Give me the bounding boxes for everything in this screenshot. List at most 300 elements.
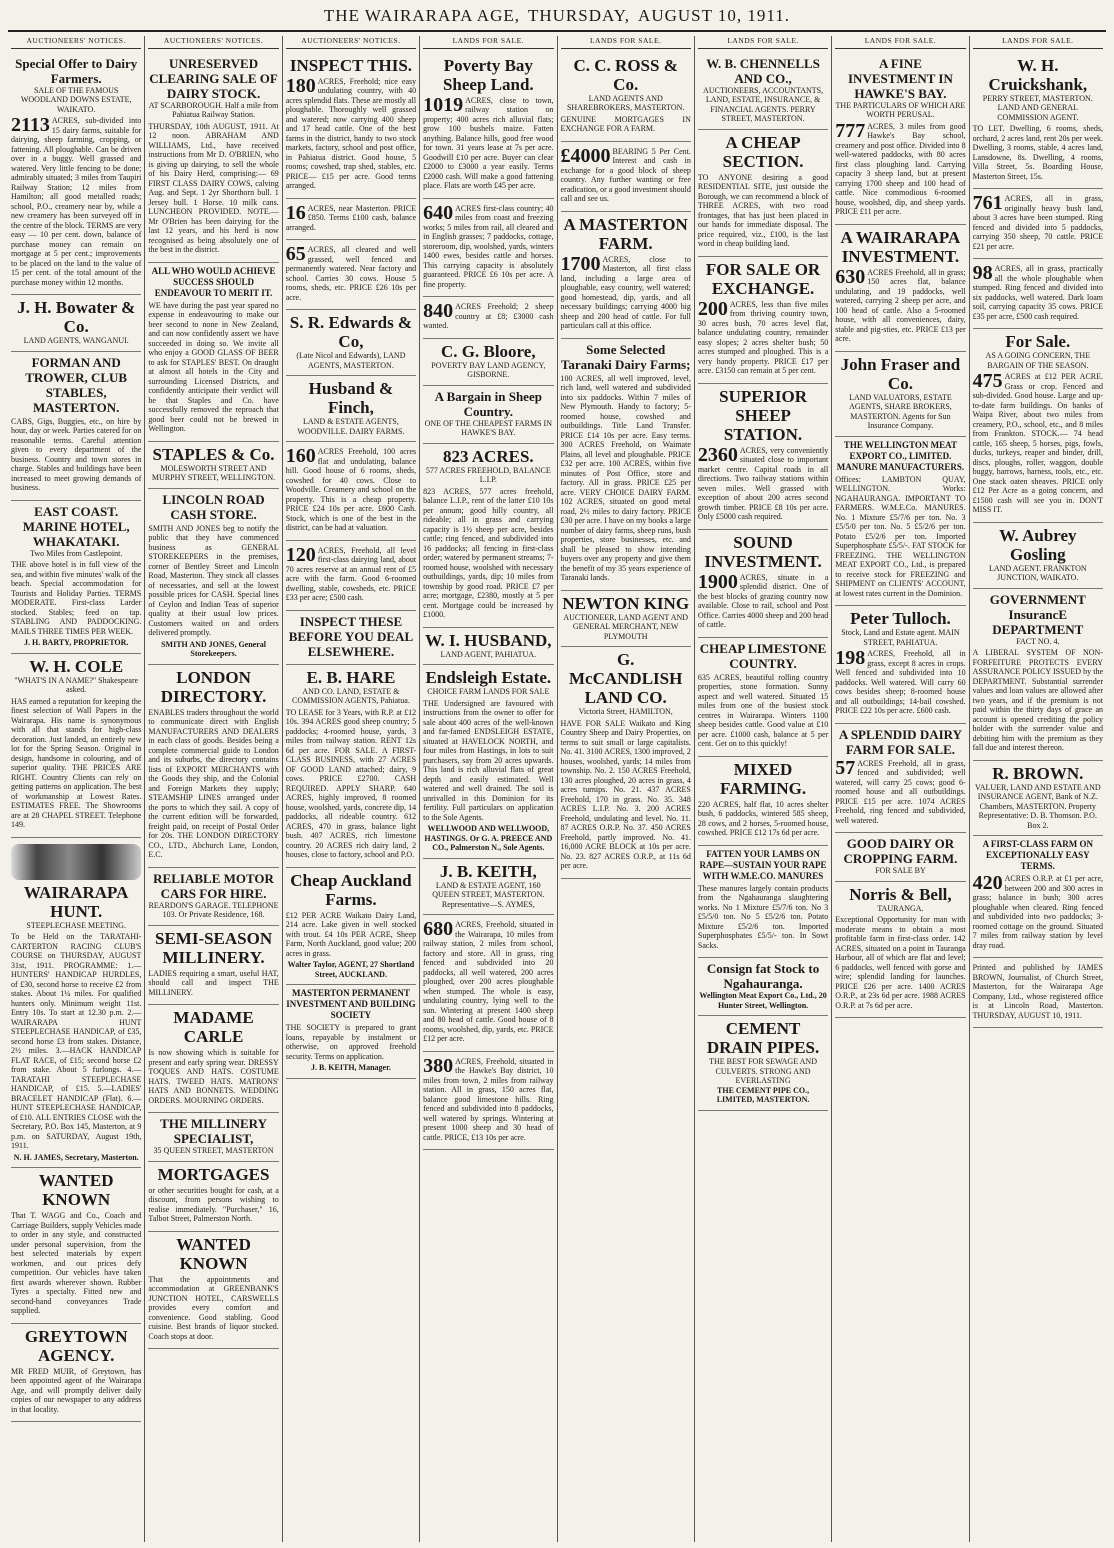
advertisement: [973, 259, 1103, 329]
advertisement: [835, 882, 965, 1019]
ad-subtitle: AT SCARBOROUGH. Half a mile from Pahiatua Railway Station.: [148, 100, 279, 119]
ad-body: [148, 1275, 278, 1342]
ad-text: SMITH AND JONES beg to notify the public that they have commenced business as GENERAL STOREKEEPERS in the premises, corner of Bentley Street and Lincoln Road, Masterton. They stock all classes of necessaries, and sell at the lowest possible prices for CASH. Special lines of Ceylon and Indian Teas of superior quality at their usual low prices. Customers waited on and orders delivered promptly.: [148, 523, 279, 637]
column-6: [695, 36, 832, 1542]
ad-subtitle: AND CO. LAND, ESTATE & COMMISSION AGENTS, Pahiatua.: [292, 686, 410, 705]
ad-title: CHEAP LIMESTONE COUNTRY.: [699, 640, 827, 671]
ad-body: [698, 673, 828, 749]
ad-text: ACRES, Freehold, all level first-class dairying land, about 70 acres reserve at an annual rent of £5 acre with the farm. Good 6-roomed dwelling, stable, cowsheds, etc. PRICE £33 per acre; £500 cash.: [285, 545, 417, 602]
advertisement: [148, 1162, 278, 1232]
ad-lead-figure: £4000: [560, 144, 611, 167]
column-5: [558, 36, 695, 1542]
ad-body: [148, 301, 278, 434]
advertisement: [423, 915, 553, 1052]
ad-title: A FINE INVESTMENT IN HAWKE'S BAY.: [848, 55, 953, 101]
ad-lead-figure: 180: [285, 74, 316, 97]
ad-body: [148, 1048, 278, 1105]
ad-text: ACRES first-class country; 40 miles from coast and freezing works; 5 miles from rail, all cleared and in English grasses; 7 paddocks, cottage, storeroom, dip, woolshed, yards, winters 1400 ewes, besides cattle and horses. This carrying capacity is absolutely guaranteed. PRICE £6 10s per acre. A fine property.: [423, 203, 554, 289]
advertisement: [286, 310, 416, 376]
ad-text: TO LET. Dwelling, 6 rooms, sheds, orchard, 2 acres land, rent 20s per week. Dwelling, 3 rooms, stable, 4 acres land, Lansdowne, 8s. Dwelling, 4 rooms, Villa Street, 5s. Boarding House, Masterton Street, 15s.: [972, 124, 1103, 181]
ad-body: [698, 173, 828, 249]
ad-body: [423, 699, 553, 823]
advertisement: [561, 53, 691, 142]
ad-text: Offices: LAMBTON QUAY, WELLINGTON. Works: NGAHAURANGA. IMPORTANT TO FARMERS. W.M.E.Co. MANURES. No. 1 Mixture £5/7/6 per ton. No. 3 £5/5/0 per ton. No. 5 £5/2/6 per ton. Potato £5/2/6 per ton. Imported Superphosphate £5/5/-. FAT STOCK for FREEZING. THE WELLINGTON MEAT EXPORT CO., Ltd., is prepared to receive stock for FREEZING and SHIPMENT on CLIENTS' ACCOUNT, at lowest rates current in the Dominion.: [835, 474, 966, 598]
ad-title: SOUND INVESTMENT.: [704, 532, 822, 571]
ad-subtitle: LAND & ESTATE AGENT, 160 QUEEN STREET, MASTERTON. Representative—S. AYMES,: [432, 880, 545, 909]
ad-text: BEARING 5 Per Cent. Interest and cash in exchange for a good block of sheep country. Any further wanting or free eradication, or a good investment should call and see us.: [560, 146, 691, 203]
hunting-scene-illustration: [11, 844, 141, 880]
masthead-day: THURSDAY,: [527, 6, 631, 25]
ad-title: G. McCANDLISH LAND CO.: [569, 650, 683, 707]
ad-text: 100 ACRES, all well improved, level, rich land, well watered and subdivided into six paddocks. Within 7 miles of New Plymouth. Handy to factory; 5-roomed house, cowshed and outbuildings. Title Land Transfer. PRICE £14 10s per acre. Easy terms. 300 ACRES Freehold, on Waimate Plains, all level and ploughable. PRICE £32 per acre. 100 ACRES, within five minutes of Post Office, store and factory. All in grass. PRICE £25 per acre. VERY CHOICE DAIRY FARM. 102 ACRES, situated on good metal road, 2½ miles to dairy factory. PRICE £30 per acre. I have on my books a large number of dairy farms, sheep runs, bush properties, store businesses, etc. and shall be pleased to show intending buyers over any property and give them the benefit of my 35 years experience of Taranaki lands.: [560, 373, 691, 582]
ad-body: [423, 487, 553, 620]
advertisement: [423, 386, 553, 444]
ad-text: THE above hotel is in full view of the sea, and within five minutes' walk of the beach. Special accommodation for Tourists and Holiday Parties. TERMS MODERATE. First-class Larder stocked. Stables; feed on tap. STABLING AND PADDOCKING. MAILS THREE TIMES PER WEEK.: [11, 560, 142, 636]
ad-text: ACRES Freehold, all in grass; 150 acres flat, balance undulating, and 19 paddocks, well watered, carrying 2 sheep per acre, and 100 head of cattle. Also a 5-roomed house, with all conveniences, dairy, stable and pig-sties, etc. PRICE £13 per acre.: [835, 267, 966, 343]
ad-text: ACRES, less than five miles from thriving country town, 30 acres bush, 70 acres level flat, balance undulating country, remainder easy slopes; 2 acres shelter bush; 50 acres stumped and ploughed. This is a very handy property. PRICE £17 per acre. £3150 can remain at 5 per cent.: [697, 299, 829, 375]
advertisement: [286, 611, 416, 665]
ad-lead-figure: 98: [972, 262, 993, 284]
advertisement: [11, 53, 141, 296]
ad-text: ACRES, very conveniently situated close to important market centre. Capital roads in all directions. Two railway stations within seven miles. Well grassed with exception of about 200 acres second growth timber. PRICE £8 10s per acre. Only £5000 cash required.: [697, 445, 829, 521]
ad-title: J. B. KEITH,: [439, 861, 537, 881]
ad-title: W. B. CHENNELLS AND CO.,: [706, 55, 820, 86]
advertisement: [698, 1016, 828, 1111]
ad-subtitle: TAURANGA.: [877, 903, 924, 913]
ad-body: [697, 443, 829, 522]
column-4: [420, 36, 557, 1542]
ad-subtitle: (Late Nicol and Edwards), LAND AGENTS, MASTERTON.: [296, 351, 406, 370]
ad-subtitle: REARDON'S GARAGE. TELEPHONE 103. Or Private Residence, 168.: [148, 900, 279, 919]
advertisement: [423, 53, 553, 199]
ad-title: GOOD DAIRY OR CROPPING FARM.: [843, 836, 958, 866]
advertisement: [423, 859, 553, 916]
ad-title: LINCOLN ROAD CASH STORE.: [162, 491, 265, 522]
ad-body: [285, 74, 417, 191]
ad-body: [11, 932, 141, 1151]
ad-title: W. H. Cruickshank,: [988, 55, 1088, 94]
ad-lead-figure: 120: [285, 543, 316, 566]
ad-body: [973, 194, 1103, 251]
ad-text: That the appointments and accommodation at GREENBANK'S JUNCTION HOTEL, CARSWELLS provides every comfort and convenience. Good stabling. Good cuisine. Best brands of liquor stocked. Coach stops at door.: [148, 1274, 279, 1341]
ad-text: ACRES, all cleared and well grassed, well fenced and permanently watered. Near factory and school. Carries 30 cows. House 5 rooms, sheds, etc. PRICE £26 10s per acre.: [285, 245, 417, 302]
ad-subtitle: SALE OF THE FAMOUS WOODLAND DOWNS ESTATE, WAIKATO.: [20, 85, 132, 114]
advertisement: [11, 1324, 141, 1423]
ad-title: Some Selected Taranaki Dairy Farms;: [560, 341, 691, 372]
ad-title: SEMI-SEASON MILLINERY.: [154, 928, 273, 967]
column-8: [970, 36, 1106, 1542]
ad-title: C. C. ROSS & Co.: [573, 55, 678, 94]
ad-subtitle: AUCTIONEERS, ACCOUNTANTS, LAND, ESTATE, INSURANCE, & FINANCIAL AGENTS. PERRY STREET, MASTERTON.: [703, 85, 824, 123]
ad-body: [973, 963, 1103, 1020]
ad-body: [148, 524, 278, 638]
ad-text: ACRES O.R.P. at £1 per acre, between 200 and 300 acres in grass; balance in bush; 300 acres ploughable when cleared. Ring fenced and subdivided into two paddocks; 3-roomed cottage on the ground. Situated 7 miles from railway station by level dray road.: [972, 874, 1103, 950]
ad-lead-figure: 57: [835, 756, 856, 779]
ad-subtitle: ONE OF THE CHEAPEST FARMS IN HAWKE'S BAY.: [424, 418, 552, 437]
ad-subtitle: POVERTY BAY LAND AGENCY, GISBORNE.: [431, 360, 546, 379]
ad-title: W. Aubrey Gosling: [999, 525, 1077, 564]
ad-lead-figure: 420: [972, 872, 1003, 894]
ad-body: [11, 560, 141, 636]
column-header: LANDS FOR SALE.: [698, 36, 828, 49]
column-header: LANDS FOR SALE.: [561, 36, 691, 49]
advertisement: [561, 339, 691, 591]
ad-subtitle: FACT NO. 4.: [1016, 636, 1060, 646]
ad-title: John Fraser and Co.: [840, 354, 961, 393]
ad-body: [697, 570, 829, 630]
ad-title: FOR SALE OR EXCHANGE.: [705, 259, 821, 298]
ad-title: MIXED FARMING.: [720, 759, 807, 798]
ad-signature: N. H. JAMES, Secretary, Masterton.: [13, 1152, 139, 1162]
ad-text: ACRES, near Masterton. PRICE £850. Terms £100 cash, balance arranged.: [285, 203, 417, 232]
ad-text: ACRES, close to Masterton, all first class land, including a large area of ploughable, easy country, well watered; good homestead, dip, yards, and all necessary buildings; carrying 4000 big sheep and 200 head of cattle. For full particulars call at this office.: [560, 254, 691, 330]
ad-title: SUPERIOR SHEEP STATION.: [719, 386, 807, 444]
ad-subtitle: LAND AGENTS, WANGANUI.: [23, 336, 129, 345]
column-header: LANDS FOR SALE.: [423, 36, 553, 49]
column-7: [832, 36, 969, 1542]
advertisement: [11, 654, 141, 838]
ad-signature: J. B. KEITH, Manager.: [310, 1063, 391, 1072]
ad-subtitle: 577 ACRES FREEHOLD, BALANCE L.I.P.: [425, 465, 551, 484]
ad-title: EAST COAST. MARINE HOTEL, WHAKATAKI.: [22, 503, 130, 549]
ad-body: [561, 719, 691, 871]
advertisement: [835, 352, 965, 437]
ad-text: MR FRED MUIR, of Greytown, has been appointed agent of the Wairarapa Age, and will promptly deliver daily copies of our newspaper to any address in that locality.: [11, 1366, 142, 1414]
ad-signature: Wellington Meat Export Co., Ltd., 20 Hunter Street, Wellington.: [699, 991, 827, 1010]
ad-title: Poverty Bay Sheep Land.: [442, 55, 534, 94]
ad-lead-figure: 1700: [560, 252, 601, 275]
ad-text: ACRES, sub-divided into 15 dairy farms, suitable for dairying, sheep farming, cropping, or fattening. All ploughable. Can be driven over in a buggy. Well grassed and watered. Very little fencing to be done; admirably situated; 3 miles from Taupiri Railway Station; 12 miles from Hamilton; all good metalled roads; school, P.O., creamery near by, while a new creamery has been surveyed off in the centre of the block. TERMS are very easy — 10 per cent. down, balance of purchase money can remain on mortgage at 5 per cent.; improvements to be placed on the land to the value of 15 per cent. of the total amount of the purchase money within 12 months.: [11, 116, 142, 287]
advertisement: [423, 199, 553, 298]
ad-subtitle: STEEPLECHASE MEETING.: [26, 920, 126, 930]
ad-body: [835, 649, 965, 716]
ad-body: [423, 1054, 554, 1143]
advertisement: [148, 1005, 278, 1113]
ad-text: Is now showing which is suitable for present and early spring wear. DRESSY TOQUES AND HATS. COSTUME HATS. TWEED HATS. MATRONS' HATS AND BONNETS. WEDDING ORDERS. MOURNING ORDERS.: [148, 1048, 279, 1105]
ad-subtitle: Stock, Land and Estate agent. MAIN STREET, PAHIATUA.: [841, 628, 960, 647]
ad-text: ACRES Freehold, 100 acres flat and undulating, balance hill. Good house of 6 rooms, sheds, cowshed for 40 cows. Close to Woodville. Creamery and school on the property. This is a cheap property. PRICE £24 10s per acre. £600 Cash. Stock, which is one of the best in the district, can be had at valuation.: [285, 447, 417, 532]
ad-title: A CHEAP SECTION.: [722, 132, 804, 171]
ad-lead-figure: 1019: [423, 93, 464, 116]
ad-body: [11, 1367, 141, 1415]
ad-subtitle: "WHAT'S IN A NAME?" Shakespeare asked.: [14, 675, 139, 694]
advertisement: [148, 442, 278, 489]
ad-title: Endsleigh Estate.: [425, 668, 552, 687]
ad-signature: WELLWOOD AND WELLWOOD, HASTINGS. Or G. A. PREECE AND CO., Palmerston N., Sole Agents.: [424, 824, 553, 852]
ad-subtitle: THE PARTICULARS OF WHICH ARE WORTH PERUSAL.: [835, 100, 966, 119]
ad-text: THE SOCIETY is prepared to grant loans, repayable by instalment or otherwise, on approved freehold security. Terms on application.: [285, 1023, 417, 1061]
ad-body: [973, 372, 1103, 515]
ad-text: LADIES requiring a smart, useful HAT, should call and inspect THE MILLINERY.: [148, 968, 279, 997]
ad-title: THE MILLINERY SPECIALIST,: [160, 1116, 267, 1146]
ad-title: A MASTERTON FARM.: [563, 214, 688, 253]
ad-body: [698, 884, 828, 951]
ad-text: ACRES, Freehold, all in grass, except 8 acres in crops. Well fenced and subdivided into 10 paddocks. Well watered. Will carry 60 cows besides sheep; 8-roomed house and all outbuildings; 14-bail cowshed. PRICE £22 10s per acre. £600 cash.: [835, 649, 966, 715]
column-header: AUCTIONEERS' NOTICES.: [148, 36, 278, 49]
column-3: [283, 36, 420, 1542]
advertisement: [698, 53, 828, 130]
ad-body: [285, 543, 417, 603]
advertisement: [11, 501, 141, 654]
ad-title: W. H. COLE: [29, 656, 124, 676]
ad-lead-figure: 761: [972, 192, 1003, 214]
ad-body: [148, 1186, 278, 1224]
ad-body: [973, 264, 1103, 321]
ad-lead-figure: 630: [835, 265, 866, 288]
advertisement: [148, 263, 278, 442]
advertisement: [973, 53, 1103, 190]
ad-text: Exceptional Opportunity for man with moderate means to obtain a most profitable farm in first-class order. 142 ACRES, situated on a point in Tauranga Harbour, all of which are flat and level; 6 paddocks, well fenced with gorse and wire; splendid landing for launches. PRICE £26 per acre. 1400 ACRES O.R.P., at 23s 6d per acre. 1988 ACRES O.R.P. at 7s 6d per acre.: [835, 915, 966, 1010]
ad-body: [973, 874, 1103, 950]
ad-body: [835, 475, 965, 599]
ad-lead-figure: 640: [423, 201, 454, 224]
ad-text: A LIBERAL SYSTEM OF NON-FORFEITURE PROTECTS EVERY ASSURANCE POLICY ISSUED by the DEPARTMENT. Substantial surrender values and loan values are allowed after two years, and if the premium is not paid within the thirty days of grace an account is opened crediting the policy holder with the surrender value and debiting him with the premium as they fall due and interest thereon.: [972, 648, 1103, 752]
ad-body: [11, 417, 141, 493]
ad-lead-figure: 680: [423, 918, 454, 940]
ad-title: NEWTON KING: [562, 593, 690, 613]
ad-title: Consign fat Stock to Ngahauranga.: [706, 961, 820, 991]
advertisement: [698, 257, 828, 384]
ad-body: [11, 697, 141, 830]
ad-lead-figure: 198: [835, 647, 866, 669]
ad-text: or other securities bought for cash, at a discount, from persons wishing to realise immediately. "Purchaser," 16, Talbot Street, Palmerston North.: [148, 1185, 279, 1223]
ad-subtitle: Two Miles from Castlepoint.: [30, 548, 123, 558]
ad-text: THURSDAY, 10th AUGUST, 1911. At 12 noon. ABRAHAM AND WILLIAMS, Ltd., have received instructions from Mr D. O'BRIEN, who is giving up dairying, to sell the whole of his Dairy Herd, comprising:— 69 FIRST CLASS DAIRY COWS, calving Aug. and Sept. 1 2yr Shorthorn bull. 1 Jersey bull. 1 Horse. 10 milk cans. LUNCHEON PROVIDED. NOTE.— Mr O'Brien has been dairying for the last 12 years, and his herd is now recognised as being absolutely one of the best in the district.: [148, 121, 279, 254]
ad-title: A FIRST-CLASS FARM ON EXCEPTIONALLY EASY TERMS.: [982, 839, 1093, 871]
ad-title: MORTGAGES: [157, 1164, 270, 1184]
advertisement: [973, 523, 1103, 589]
ad-body: [697, 297, 829, 376]
ad-lead-figure: 2360: [697, 443, 738, 466]
advertisement: [286, 665, 416, 868]
advertisement: [423, 444, 553, 628]
ad-title: MADAME CARLE: [173, 1008, 254, 1046]
ad-lead-figure: 840: [423, 300, 454, 322]
ad-text: ACRES, 3 miles from good Hawke's Bay school, creamery and post office. Divided into 8 well-watered paddocks, with 80 acres first class ploughing land. Carrying capacity 3 sheep land, but at present carrying 1700 sheep and 100 head of cattle. Nice commodious 6-roomed house, woolshed, dip, and sheep yards. PRICE £11 per acre.: [835, 121, 966, 216]
advertisement: [11, 838, 141, 1169]
ad-text: ACRES Freehold, all in grass, fenced and subdivided; well watered, will carry 25 cows; good 6-roomed house and all outbuildings. PRICE £15 per acre. 1074 ACRES Freehold, ring fenced and subdivided, well watered.: [835, 758, 966, 825]
ad-title: 823 ACRES.: [442, 446, 534, 466]
ad-title: WANTED KNOWN: [38, 1171, 114, 1209]
ad-subtitle: CHOICE FARM LANDS FOR SALE: [427, 687, 550, 696]
ad-text: These manures largely contain products from the Ngahauranga slaughtering works. No 1 Mixture £5/7/6 ton. No 3 £5/5/0 ton. No 5 £5/2/6 ton. Potato Mixture £5/2/6 ton. Imported Superphosphates £5/5/- ton. In Sowt Sacks.: [697, 883, 829, 950]
ad-body: [561, 374, 691, 583]
ad-subtitle: Victoria Street, HAMILTON,: [578, 707, 673, 716]
advertisement: [698, 130, 828, 257]
ad-text: 823 ACRES, 577 acres freehold, balance L.I.P., rent of the latter £10 10s per annum; good hilly country, all rideable; all in grass and carrying capacity is 1½ sheep per acre, besides cattle; ring fenced, and subdivided into 16 paddocks; all fencing in first-class order; watered by permanent streams; 7-roomed house, woolshed with necessary outbuildings, yards, dip; 10 miles from township by good road. PRICE £7 per acre; mortgage, £2380, mostly at 5 per cent. Mortgage could be increased by £1000.: [423, 486, 554, 619]
ad-title: A WAIRARAPA INVESTMENT.: [840, 227, 961, 266]
advertisement: [11, 352, 141, 501]
ad-body: [423, 302, 553, 331]
ad-lead-figure: 200: [697, 297, 728, 320]
ad-text: HAS earned a reputation for keeping the finest selection of Wall Papers in the Wairarapa. His name is synonymous with all that stands for high-class decoration. Just landed, an entirely new lot for the Spring Season. Original in design, handsome in colouring, and of superior quality. THE PRICES ARE RIGHT. Country Clients can rely on getting patterns on application. The best of workmanship at Lowest Rates. ESTIMATES FREE. The Showrooms are at 28 CHAPEL STREET. Telephone 149.: [11, 696, 142, 829]
ad-title: Husband & Finch,: [308, 379, 394, 417]
ad-title: INSPECT THIS.: [289, 55, 413, 75]
ad-title: Cheap Auckland Farms.: [290, 870, 412, 909]
ad-title: ALL WHO WOULD ACHIEVE SUCCESS SHOULD ENDEAVOUR TO MERIT IT.: [151, 265, 276, 298]
ad-text: ACRES, all in grass, originally heavy bush land, about 3 acres have been stumped. Ring fenced and divided into 5 paddocks, carrying 350 sheep, 70 cattle. PRICE £21 per acre.: [972, 194, 1103, 251]
advertisement: [148, 926, 278, 1006]
ad-body: [285, 201, 417, 233]
ad-body: [560, 252, 691, 331]
ad-subtitle: PERRY STREET, MASTERTON. LAND AND GENERAL COMMISSION AGENT.: [982, 93, 1093, 122]
ad-text: Printed and published by JAMES BROWN, Journalist, of Church Street, Masterton, for the Wairarapa Age Company, Ltd., whose registered office is at Lincoln Road, Masterton. THURSDAY, AUGUST 10, 1911.: [972, 963, 1103, 1020]
ad-subtitle: FOR SALE BY: [875, 866, 926, 875]
ad-body: [423, 920, 553, 1044]
ad-body: [835, 915, 965, 1010]
advertisement: [698, 757, 828, 846]
ad-title: FATTEN YOUR LAMBS ON RAPE—SUSTAIN YOUR RAPE WITH W.M.E.CO. MANURES: [699, 848, 827, 881]
ad-subtitle: AS A GOING CONCERN, THE BARGAIN OF THE SEASON.: [985, 351, 1091, 370]
column-1: [8, 36, 145, 1542]
ad-subtitle: MOLESWORTH STREET AND MURPHY STREET, WELLINGTON.: [151, 463, 276, 482]
ad-text: ENABLES traders throughout the world to communicate direct with English MANUFACTURERS AND DEALERS in each class of goods. Besides being a complete commercial guide to London and its suburbs, the directory contains lists of EXPORT MERCHANTS with the Goods they ship, and the Colonial and Foreign Markets they supply; STEAMSHIP LINES arranged under the ports to which they sail. A copy of the current edition will be forwarded, freight paid, on receipt of Postal Order for 20s. THE LONDON DIRECTORY CO., LTD., Abchurch Lane, London, E.C.: [148, 707, 279, 859]
advertisement: [698, 638, 828, 757]
advertisement: [698, 846, 828, 959]
ad-title: For Sale.: [1005, 332, 1071, 351]
masthead-date: AUGUST 10, 1911.: [638, 6, 791, 25]
ad-text: ACRES, all in grass, practically all the whole ploughable when stumped. Ring fenced and divided into six paddocks, well watered. Dark loam soil, carrying capacity 35 cows. PRICE £35 per acre, £500 cash required.: [972, 264, 1103, 321]
ad-subtitle: 35 QUEEN STREET, MASTERTON: [153, 1146, 274, 1155]
advertisement: [286, 199, 416, 241]
advertisement: [148, 1232, 278, 1350]
ad-text: ACRES, Freehold; nice easy undulating country, with 40 acres splendid flats. These are mostly all ploughable. Thoroughly well grassed and watered; now carrying 400 sheep and 17 head cattle. One of the best farms in the district, handy to two stock markets, factory, school and post office, in Pahiatua district. Good house, 5 rooms; cowshed, trap shed, stables, etc. PRICE— £15 per acre. Good terms arranged.: [285, 76, 417, 190]
ad-subtitle: LAND AGENT, PAHIATUA.: [440, 649, 537, 659]
ad-body: [286, 708, 416, 860]
advertisement: [835, 724, 965, 834]
ad-text: 220 ACRES, half flat, 10 acres shelter bush, 6 paddocks, wintered 585 sheep, 28 cows, and 2 horses, 5-roomed house, cowshed. PRICE £12 17s 6d per acre.: [697, 799, 829, 837]
advertisement: [286, 240, 416, 310]
ad-body: [973, 648, 1103, 753]
column-header: LANDS FOR SALE.: [835, 36, 965, 49]
ad-title: WAIRARAPA HUNT.: [23, 882, 129, 921]
advertisement: [835, 53, 965, 225]
advertisement: [286, 985, 416, 1079]
ad-subtitle: LAND & ESTATE AGENTS, WOODVILLE. DAIRY FARMS.: [297, 417, 405, 436]
masthead-title: THE WAIRARAPA AGE,: [323, 6, 520, 25]
advertisement: [423, 339, 553, 386]
ad-text: GENUINE MORTGAGES IN EXCHANGE FOR A FARM.: [560, 114, 691, 133]
ad-text: ACRES, Freehold, situated in the Wairarapa, 10 miles from railway station, 2 miles from school, factory and store. All in grass, ring fenced and subdivided into 20 paddocks, all well watered, 200 acres ploughed, over 200 acres ploughable when stumped. The whole is easy, undulating country, lying well to the sun. Wintering at present 1400 sheep and 80 head of cattle. Good house of 8 rooms, woolshed, dip, yards, etc. PRICE £12 per acre.: [423, 920, 554, 1043]
advertisement: [698, 958, 828, 1016]
ad-text: To be Held on the TARATAHI-CARTERTON RACING CLUB'S COURSE on THURSDAY, AUGUST 31st, 1911. PROGRAMME: 1.—HUNTERS' HANDICAP HURDLES, of £30, second horse to receive £2 from stakes. About 1¼ miles. For qualified hunters only. Minimum weight 11st. Entry 10s. To start at 12.30 p.m. 2.—WAIRARAPA HUNT STEEPLECHASE HANDICAP, of £35, second horse £3 from stakes. Distance, 2½ miles. 3.—HACK HANDICAP FLAT RACE, of £15; second horse £2 from stake. About 5 furlongs. 4.—TARATAHI STEEPLECHASE HANDICAP, of £15. 5.—LADIES' BRACELET HANDICAP (Flat). 6.—HUNT STEEPLECHASE HANDICAP, of £10. ALL ENTRIES CLOSE with the Secretary, P.O. Box 145, Masterton, at 9 p.m. on SATURDAY, August 19th, 1911.: [11, 932, 142, 1150]
ad-title: S. R. Edwards & Co,: [289, 313, 413, 351]
advertisement: [561, 142, 691, 212]
ad-subtitle: LAND AGENT. FRANKTON JUNCTION, WAIKATO.: [988, 563, 1087, 582]
ad-signature: J. H. BARTY, PROPRIETOR.: [23, 638, 129, 647]
advertisement: [561, 647, 691, 879]
advertisement: [973, 589, 1103, 761]
ad-title: FORMAN AND TROWER, CLUB STABLES, MASTERTON.: [25, 354, 128, 415]
ad-lead-figure: 2113: [11, 114, 50, 136]
advertisement: [835, 606, 965, 724]
ad-signature: THE CEMENT PIPE CO., LIMITED, MASTERTON.: [716, 1085, 810, 1104]
ad-body: [561, 115, 691, 134]
advertisement: [148, 489, 278, 665]
ad-text: 635 ACRES, beautiful rolling country properties, stone formation. Sunny aspect and well watered. Situated 15 miles from one of the busiest stock centres in Wairarapa. Winters 1100 sheep besides cattle. Good value at £10 per acre. £1000 cash, balance at 5 per cent. Get on to this quickly!: [697, 672, 829, 748]
ad-signature: Walter Taylor, AGENT, 27 Shortland Street, AUCKLAND.: [287, 960, 415, 979]
ad-title: A Bargain in Sheep Country.: [434, 388, 542, 419]
ad-body: [835, 756, 966, 826]
advertisement: [973, 329, 1103, 523]
advertisement: [148, 868, 278, 926]
ad-text: CABS, Gigs, Buggies, etc., on hire by hour, day or week. Parties catered for on reasonable terms. Careful attention given to every department of the business. Country and town stores in charge. Stables and buildings have been increased to meet growing demands of business.: [11, 416, 142, 492]
advertisement: [286, 376, 416, 442]
ad-title: RELIABLE MOTOR CARS FOR HIRE.: [153, 870, 274, 901]
advertisement: [286, 541, 416, 611]
ad-lead-figure: 380: [423, 1054, 454, 1077]
masthead: [8, 6, 1106, 32]
advertisement: [561, 591, 691, 648]
ad-body: [148, 708, 278, 860]
ad-subtitle: VALUER, LAND AND ESTATE AND INSURANCE AGENT, Bank of N.Z. Chambers, MASTERTON. Property Representative: D. B. Thomson. P.O. Box 2.: [974, 782, 1101, 830]
advertisement: [973, 836, 1103, 958]
ad-title: WANTED KNOWN: [176, 1234, 251, 1273]
ad-lead-figure: 777: [835, 119, 866, 142]
ad-text: ACRES, close to town, railway station on property; 400 acres rich alluvial flats; grow 100 bushels maize. Fatten anything. Balance hills, good free wood for town. 31 years lease at 7s per acre. Goodwill £10 per acre. Buyer can clear £2000 to £3000 a year easily. Terms £2000 cash. Will make a good fattening place. Flats are worth £45 per acre.: [423, 95, 554, 190]
ad-title: THE WELLINGTON MEAT EXPORT CO., LIMITED. MANURE MANUFACTURERS.: [836, 439, 965, 472]
advertisement: [286, 868, 416, 986]
ad-body: [11, 116, 141, 287]
advertisement: [835, 437, 965, 607]
ad-title: UNRESERVED CLEARING SALE OF DAIRY STOCK.: [149, 55, 278, 101]
ad-subtitle: AUCTIONEER, LAND AGENT AND GENERAL MERCHANT, NEW PLYMOUTH: [563, 612, 689, 641]
advertisement: [561, 212, 691, 339]
ad-lead-figure: 475: [972, 370, 1003, 392]
ad-text: TO ANYONE desiring a good RESIDENTIAL SITE, just outside the Borough, we can recommend a block of THREE ACRES, with two road frontages, that has just been placed in our hands for immediate disposal. The price required, viz., £100, is the last word in cheap building land.: [697, 172, 829, 248]
ad-title: INSPECT THESE BEFORE YOU DEAL ELSEWHERE.: [288, 613, 414, 659]
ad-body: [423, 201, 554, 290]
advertisement: [835, 833, 965, 882]
ad-body: [835, 265, 966, 344]
advertisement: [148, 1113, 278, 1162]
ad-title: W. I. HUSBAND,: [425, 630, 552, 650]
ad-title: LONDON DIRECTORY.: [160, 667, 267, 706]
advertisement: [423, 628, 553, 666]
columns: [8, 36, 1106, 1542]
ad-subtitle: THE BEST FOR SEWAGE AND CULVERTS. STRONG AND EVERLASTING: [709, 1057, 817, 1085]
ad-title: J. H. Bowater & Co.: [17, 298, 136, 336]
advertisement: [286, 442, 416, 541]
advertisement: [423, 297, 553, 339]
ad-lead-figure: 160: [285, 445, 316, 467]
advertisement: [148, 53, 278, 263]
advertisement: [11, 295, 141, 352]
ad-title: C. G. Bloore,: [441, 341, 536, 361]
advertisement: [423, 665, 553, 859]
ad-title: E. B. HARE: [306, 667, 396, 687]
ad-title: STAPLES & Co.: [152, 444, 275, 464]
ad-title: Special Offer to Dairy Farmers.: [15, 55, 138, 86]
ad-lead-figure: 1900: [697, 570, 738, 593]
column-2: [145, 36, 282, 1542]
ad-title: MASTERTON PERMANENT INVESTMENT AND BUILDING SOCIETY: [286, 988, 416, 1020]
ad-body: [286, 245, 416, 302]
advertisement: [698, 384, 828, 530]
ad-body: [835, 119, 966, 217]
ad-body: [698, 800, 828, 838]
advertisement: [148, 665, 278, 868]
ad-title: GOVERNMENT InsurancE DEPARTMENT: [989, 591, 1086, 637]
ad-text: TO LEASE for 3 Years, with R.P. at £12 10s. 394 ACRES good sheep country; 5 paddocks; 4-roomed house, yards, 3 miles from railway station. RENT 12s 6d per acre. FOR SALE. A FIRST-CLASS BUSINESS, with 27 ACRES OF GOOD LAND attached; dairy, 9 cows. PRICE £2700. CASH REQUIRED. APPLY SHARP. 640 ACRES, highly improved, 8 roomed house, woolshed, yards, concrete dip, 14 paddocks, all rideable country. 612 ACRES, 470 in grass, balance light bush. 407 ACRES, rich limestone country. 20 ACRES rich dairy land, 2 houses, close to factory, school and P.O.: [285, 707, 417, 859]
ad-text: ACRES, Freehold, situated in the Hawke's Bay district, 10 miles from town, 2 miles from railway station. All in grass, 150 acres flat, balance good limestone hills. Ring fenced and subdivided into 8 paddocks, well watered by springs. Wintering at present 1000 sheep and 30 head of cattle. PRICE, £13 10s per acre.: [423, 1056, 554, 1142]
ad-title: R. BROWN.: [992, 763, 1084, 783]
ad-text: ACRES Freehold; 2 sheep country at £8; £3000 cash wanted.: [423, 302, 554, 330]
ad-text: THE Undersigned are favoured with instructions from the owner to offer for sale about 400 acres of the well-known and far-famed ENDSLEIGH ESTATE, situated at HAVELOCK NORTH, and four miles from Hastings, in lots to suit purchasers, say from 20 acres upwards. This land is rich alluvial flats of great depth and easily estimated. Well watered and well drained. The soil is unrivalled in this Dominion for its fertility. Full particulars on application to the Sole Agents.: [423, 698, 554, 822]
column-header: AUCTIONEERS' NOTICES.: [286, 36, 416, 49]
advertisement: [423, 1052, 553, 1151]
ad-body: [286, 911, 416, 959]
